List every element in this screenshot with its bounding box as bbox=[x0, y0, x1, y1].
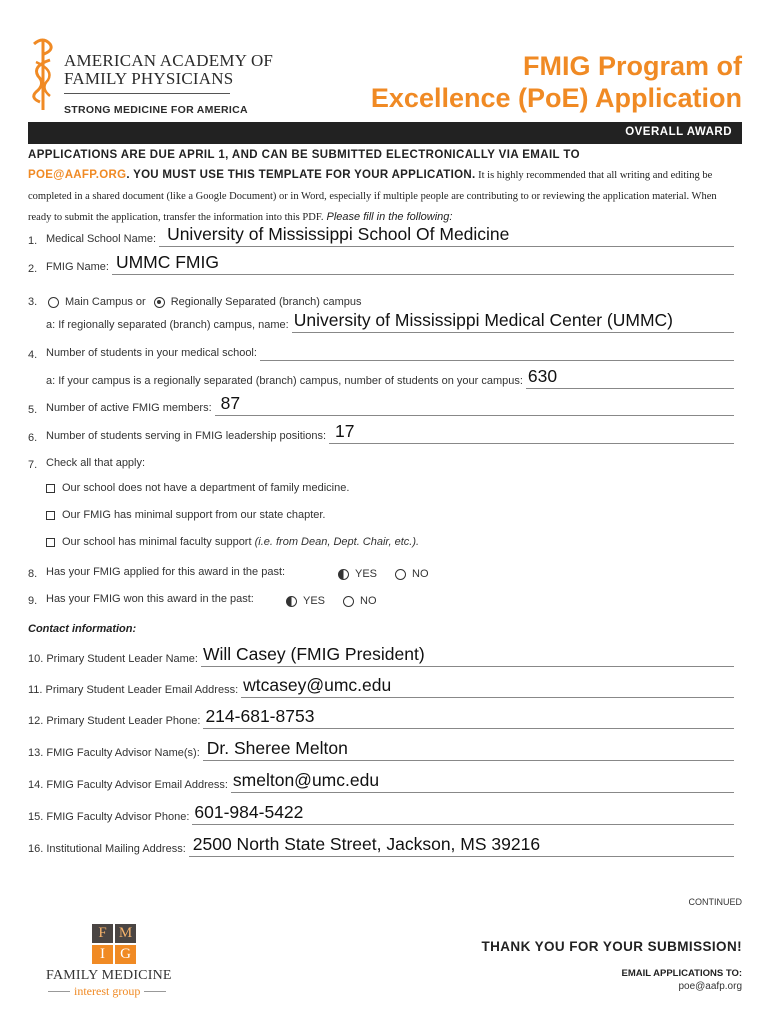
school-students-field[interactable] bbox=[260, 346, 734, 361]
branch-campus-option[interactable] bbox=[154, 296, 362, 308]
q3a-row bbox=[46, 310, 734, 333]
q10-label: 10. Primary Student Leader Name: bbox=[28, 653, 198, 665]
faculty-advisor-phone-field[interactable] bbox=[192, 802, 734, 825]
q4a-label: a: If your campus is a regionally separated (branch) campus, number of students on your campus: bbox=[46, 375, 523, 387]
q4a-row bbox=[46, 366, 734, 389]
minimal-chapter-support-option[interactable] bbox=[46, 509, 325, 521]
applied-yes-option[interactable] bbox=[338, 568, 377, 580]
q13-label: 13. FMIG Faculty Advisor Name(s): bbox=[28, 747, 200, 759]
due-notice: APPLICATIONS ARE DUE APRIL 1, AND CAN BE SUBMITTED ELECTRONICALLY VIA EMAIL TO bbox=[28, 149, 580, 161]
leadership-positions-value: 17 bbox=[335, 421, 355, 441]
q10-row bbox=[28, 644, 734, 667]
thank-you-message: THANK YOU FOR YOUR SUBMISSION! bbox=[481, 939, 742, 954]
q1-row bbox=[28, 224, 734, 247]
fill-prompt: Please fill in the following: bbox=[323, 211, 453, 223]
main-campus-option[interactable] bbox=[48, 296, 146, 308]
student-leader-email-field[interactable] bbox=[241, 675, 734, 698]
branch-campus-radio[interactable] bbox=[154, 297, 165, 308]
won-no-option[interactable] bbox=[343, 595, 377, 607]
fmig-letter-m: M bbox=[115, 924, 136, 943]
faculty-advisor-name-value: Dr. Sheree Melton bbox=[206, 738, 348, 758]
student-leader-name-field[interactable] bbox=[201, 644, 734, 667]
q15-row bbox=[28, 802, 734, 825]
page-title bbox=[371, 50, 742, 114]
q16-row bbox=[28, 834, 734, 857]
q7-label: Check all that apply: bbox=[46, 457, 146, 469]
q6-row bbox=[28, 421, 734, 444]
award-band bbox=[28, 122, 742, 144]
q1-label: Medical School Name: bbox=[46, 233, 157, 245]
q4-label: Number of students in your medical school: bbox=[46, 347, 257, 359]
q6-label: Number of students serving in FMIG leadership positions: bbox=[46, 430, 327, 442]
faculty-advisor-name-field[interactable] bbox=[203, 738, 734, 761]
fmig-logo-grid bbox=[92, 924, 138, 964]
intro-paragraph bbox=[28, 165, 742, 228]
active-members-field[interactable] bbox=[215, 393, 734, 416]
campus-students-field[interactable] bbox=[526, 366, 734, 389]
no-fm-department-checkbox[interactable] bbox=[46, 484, 55, 493]
student-leader-name-value: Will Casey (FMIG President) bbox=[202, 644, 425, 664]
q12-label: 12. Primary Student Leader Phone: bbox=[28, 715, 201, 727]
faculty-advisor-email-field[interactable] bbox=[231, 770, 734, 793]
q8-number: 8. bbox=[28, 568, 38, 580]
q9-label: Has your FMIG won this award in the past: bbox=[46, 593, 254, 605]
fmig-logo-subtitle-text: interest group bbox=[74, 984, 141, 998]
q3-number: 3. bbox=[28, 296, 38, 308]
fmig-letter-i: I bbox=[92, 945, 113, 964]
q1-number: 1. bbox=[28, 235, 38, 247]
branch-campus-name-value: University of Mississippi Medical Center (UMMC) bbox=[293, 310, 673, 330]
email-applications-label: EMAIL APPLICATIONS TO: bbox=[621, 968, 742, 979]
student-leader-phone-value: 214-681-8753 bbox=[205, 706, 315, 726]
submission-email-link[interactable]: POE@AAFP.ORG bbox=[28, 169, 127, 181]
q14-row bbox=[28, 770, 734, 793]
medical-school-name-field[interactable] bbox=[159, 224, 734, 247]
no-fm-department-option[interactable] bbox=[46, 482, 349, 494]
contact-heading: Contact information: bbox=[28, 623, 137, 635]
q13-row bbox=[28, 738, 734, 761]
won-yes-radio[interactable] bbox=[286, 596, 297, 607]
q4-number: 4. bbox=[28, 349, 38, 361]
template-notice: . YOU MUST USE THIS TEMPLATE FOR YOUR APPLICATION. bbox=[126, 169, 476, 181]
q2-row bbox=[28, 252, 734, 275]
org-name-line2: FAMILY PHYSICIANS bbox=[64, 69, 234, 88]
aafp-logo-text bbox=[64, 52, 273, 116]
band-label: OVERALL AWARD bbox=[625, 126, 732, 138]
title-line1: FMIG Program of bbox=[522, 51, 742, 81]
q3-row bbox=[28, 288, 734, 308]
q14-label: 14. FMIG Faculty Advisor Email Address: bbox=[28, 779, 228, 791]
continued-note: CONTINUED bbox=[688, 897, 742, 907]
fmig-name-field[interactable] bbox=[112, 252, 734, 275]
mailing-address-value: 2500 North State Street, Jackson, MS 39216 bbox=[192, 834, 541, 854]
q11-row bbox=[28, 675, 734, 698]
q4-row bbox=[28, 341, 734, 361]
q6-number: 6. bbox=[28, 432, 38, 444]
minimal-faculty-support-label: Our school has minimal faculty support bbox=[62, 536, 252, 548]
applied-yes-radio[interactable] bbox=[338, 569, 349, 580]
intro-body: It is highly recommended that all writing and editing be completed in a shared document (like a Google Document) or in Word, especially if multiple people are contributing to or reviewing the application material. When ready to submit the application, transfer the information into this PDF. bbox=[28, 170, 717, 223]
minimal-faculty-support-option[interactable] bbox=[46, 536, 419, 548]
won-no-radio[interactable] bbox=[343, 596, 354, 607]
applied-no-radio[interactable] bbox=[395, 569, 406, 580]
branch-campus-name-field[interactable] bbox=[292, 310, 734, 333]
main-campus-label: Main Campus or bbox=[65, 296, 146, 308]
q3a-label: a: If regionally separated (branch) campus, name: bbox=[46, 319, 289, 331]
minimal-faculty-support-note: (i.e. from Dean, Dept. Chair, etc.). bbox=[254, 536, 420, 548]
medical-school-name-value: University of Mississippi School Of Medicine bbox=[167, 224, 510, 244]
q7-row bbox=[28, 451, 734, 471]
no-fm-department-label: Our school does not have a department of family medicine. bbox=[62, 482, 350, 494]
minimal-chapter-support-label: Our FMIG has minimal support from our state chapter. bbox=[62, 509, 326, 521]
q5-number: 5. bbox=[28, 404, 38, 416]
main-campus-radio[interactable] bbox=[48, 297, 59, 308]
student-leader-phone-field[interactable] bbox=[203, 706, 734, 729]
applied-no-option[interactable] bbox=[395, 568, 429, 580]
fmig-logo-subtitle bbox=[48, 984, 182, 999]
q5-row bbox=[28, 393, 734, 416]
branch-campus-label: Regionally Separated (branch) campus bbox=[170, 296, 362, 308]
campus-students-value: 630 bbox=[527, 366, 558, 386]
q7-number: 7. bbox=[28, 459, 38, 471]
leadership-positions-field[interactable] bbox=[329, 421, 734, 444]
title-line2: Excellence (PoE) Application bbox=[370, 83, 742, 113]
org-tagline: STRONG MEDICINE FOR AMERICA bbox=[64, 104, 248, 116]
fmig-letter-f: F bbox=[92, 924, 113, 943]
aafp-caduceus-logo bbox=[28, 36, 58, 112]
q12-row bbox=[28, 706, 734, 729]
fmig-name-value: UMMC FMIG bbox=[115, 252, 219, 272]
fmig-logo-name: FAMILY MEDICINE bbox=[46, 968, 172, 983]
student-leader-email-value: wtcasey@umc.edu bbox=[243, 675, 392, 695]
won-no-label: NO bbox=[360, 595, 377, 607]
org-name-line1: AMERICAN ACADEMY OF bbox=[64, 51, 274, 70]
q16-label: 16. Institutional Mailing Address: bbox=[28, 843, 186, 855]
q2-label: FMIG Name: bbox=[46, 261, 109, 273]
logo-divider bbox=[64, 93, 230, 94]
mailing-address-field[interactable] bbox=[189, 834, 734, 857]
active-members-value: 87 bbox=[220, 393, 241, 413]
won-yes-label: YES bbox=[303, 595, 326, 607]
fmig-letter-g: G bbox=[115, 945, 136, 964]
q5-label: Number of active FMIG members: bbox=[46, 402, 212, 414]
q9-number: 9. bbox=[28, 595, 38, 607]
faculty-advisor-email-value: smelton@umc.edu bbox=[232, 770, 380, 790]
applied-yes-label: YES bbox=[355, 568, 378, 580]
won-yes-option[interactable] bbox=[286, 595, 325, 607]
applied-no-label: NO bbox=[412, 568, 429, 580]
q15-label: 15. FMIG Faculty Advisor Phone: bbox=[28, 811, 190, 823]
email-applications-address[interactable]: poe@aafp.org bbox=[678, 981, 742, 992]
q8-label: Has your FMIG applied for this award in the past: bbox=[46, 566, 286, 578]
q8-row bbox=[28, 560, 734, 580]
fmig-logo bbox=[46, 924, 182, 999]
q11-label: 11. Primary Student Leader Email Address: bbox=[28, 684, 239, 696]
minimal-chapter-support-checkbox[interactable] bbox=[46, 511, 55, 520]
q2-number: 2. bbox=[28, 263, 38, 275]
q9-row bbox=[28, 587, 734, 607]
faculty-advisor-phone-value: 601-984-5422 bbox=[194, 802, 304, 822]
minimal-faculty-support-checkbox[interactable] bbox=[46, 538, 55, 547]
